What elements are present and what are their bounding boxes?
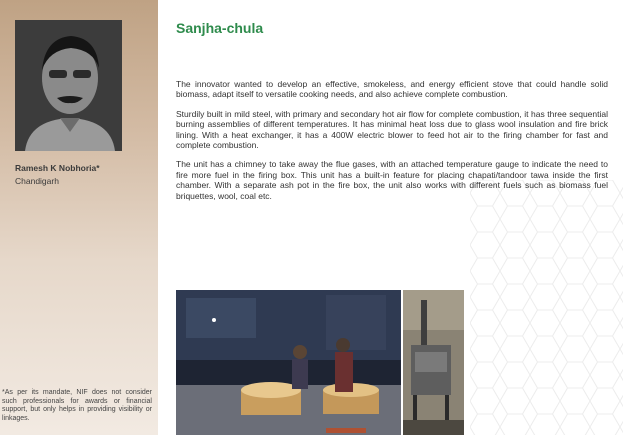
hexagon-pattern [470, 180, 623, 435]
paragraph-features: The unit has a chimney to take away the flue gases, with an attached temperature gauge to indicate the need to fire more fuel in the firing box. This unit has a built-in feature for placing chapati/tandoor tawa inside the first chamber. With a separate ash pot in the fire box, the unit also works with different fuels such as biomass fuel briquettes, wool, coal etc. [176, 159, 608, 201]
innovator-location: Chandigarh [15, 176, 59, 186]
stove-in-use-photo [176, 290, 401, 435]
innovator-name: Ramesh K Nobhoria* [15, 163, 100, 173]
article-body [176, 79, 608, 210]
mandate-footnote: *As per its mandate, NIF does not consider such professionals for awards or financial support, but only helps in providing visibility or linkages. [2, 389, 152, 422]
innovator-portrait [15, 20, 122, 151]
stove-unit-photo [403, 290, 464, 435]
article-title: Sanjha-chula [176, 20, 264, 36]
paragraph-construction: Sturdily built in mild steel, with primary and secondary hot air flow for complete combustion, it has three sequential burning assemblies of different temperatures. It has minimal heat loss due to glass wool insulation and fire brick lining. With a heat exchanger, it has a 400W electric blower to feed hot air to the firing chamber for fast and complete combustion. [176, 108, 608, 151]
sidebar [0, 0, 158, 435]
paragraph-goal: The innovator wanted to develop an effective, smokeless, and energy efficient stove that could handle solid biomass, adapt itself to versatile cooking needs, and also achieve complete combustion. [176, 79, 608, 100]
